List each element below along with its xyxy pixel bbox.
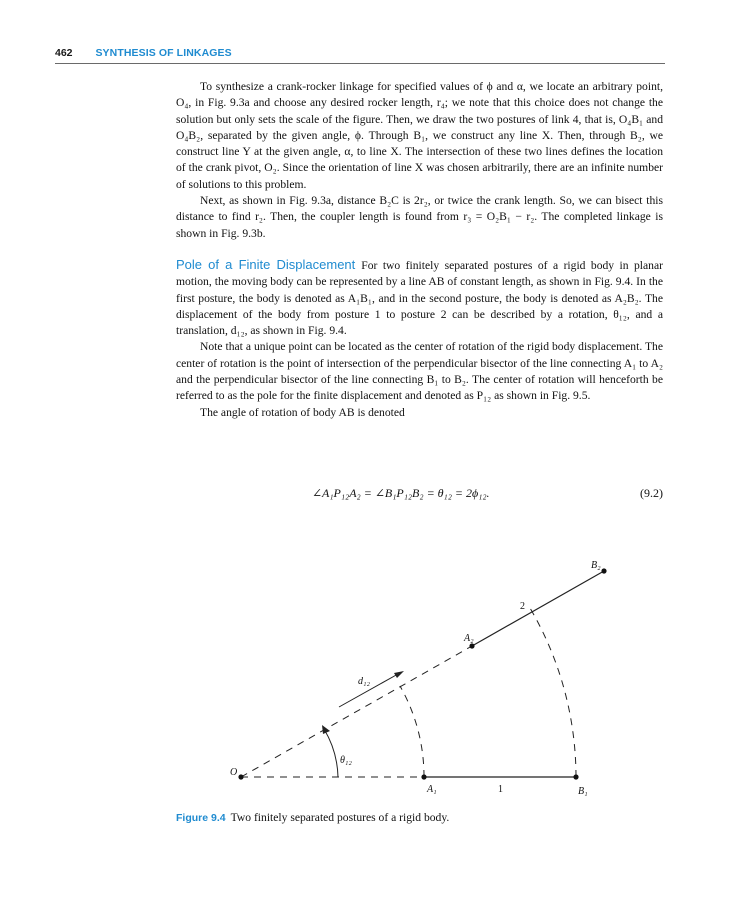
equation-number: (9.2) [640,486,663,500]
figure-caption [176,811,449,824]
point-o [238,774,243,779]
page-number: 462 [55,47,73,59]
paragraph-center-of-rotation: Note that a unique point can be located as the center of rotation of the rigid body displacement. The center of rotation is the point of intersection of the perpendicular bisector of the line connecting A₁ to A₂ and the perpendicular bisector of the line connecting B₁ to B₂. The center of rotation will henceforth be referred to as the pole for the finite displacement and denoted as P₁₂ as shown in Fig. 9.5. [176,340,663,403]
label-b2: B₂ [591,560,601,571]
arc-a1-a2 [400,686,424,777]
d12-arrowhead [394,671,404,678]
paragraph-crank-rocker: To synthesize a crank-rocker linkage for specified values of ϕ and α, we locate an arbitrary point, O₄, in Fig. 9.3a and choose any desired rocker length, r₄; we note that this choice does not change the solution but only sets the scale of the figure. Then, we draw the two postures of link 4, that is, O₄B₁ and O₄B₂, separated by the given angle, ϕ. Through B₁, we construct any line X. Then, through B₂, we construct line Y at the given angle, α, to line X. The intersection of these two lines defines the location of the crank pivot, O₂. Since the orientation of line X was chosen arbitrarily, there are an infinite number of solutions to this problem. [176,80,663,191]
label-o: O [230,767,238,778]
point-a2 [469,643,474,648]
label-a2: A₂ [464,633,474,644]
label-posture-2: 2 [520,601,525,612]
theta-arrowhead [322,725,330,734]
label-theta12: θ₁₂ [340,755,352,766]
arc-b1-b2 [530,608,576,777]
label-b1: B₁ [578,786,588,797]
point-b1 [573,774,578,779]
point-b2 [601,568,606,573]
label-d12: d₁₂ [358,676,370,687]
label-a1: A₁ [427,784,437,795]
section-heading: Pole of a Finite Displacement [176,256,356,272]
dashed-line-o-a2 [241,646,472,777]
paragraph-angle-intro: The angle of rotation of body AB is denoted [200,405,405,419]
point-a1 [421,774,426,779]
label-posture-1: 1 [498,784,503,795]
equation-expression: ∠A₁P₁₂A₂ = ∠B₁P₁₂B₂ = θ₁₂ = 2ϕ₁₂. [312,486,490,500]
figure-label: Figure 9.4 [176,812,226,824]
running-title: SYNTHESIS OF LINKAGES [95,47,232,59]
figure-caption-text: Two finitely separated postures of a rigid body. [230,811,450,824]
paragraph-pole-text: For two finitely separated postures of a rigid body in planar motion, the moving body can be represented by a line AB of constant length, as shown in Fig. 9.4. In the first posture, the body is denoted as A₁B₁, and in the second posture, the body is denoted as A₂B₂. The displacement of the body from posture 1 to posture 2 can be described by a rotation, θ₁₂, and a translation, d₁₂, as shown in Fig. 9.4. [176,258,663,338]
theta-arc [324,729,338,777]
paragraph-coupler-length: Next, as shown in Fig. 9.3a, distance B₂C is 2r₂, or twice the crank length. So, we can bisect this distance to find r₂. Then, the coupler length is found from r₃ = O₂B₁ − r₂. The completed linkage is shown in Fig. 9.3b. [176,194,663,240]
link-posture-2 [472,571,604,646]
